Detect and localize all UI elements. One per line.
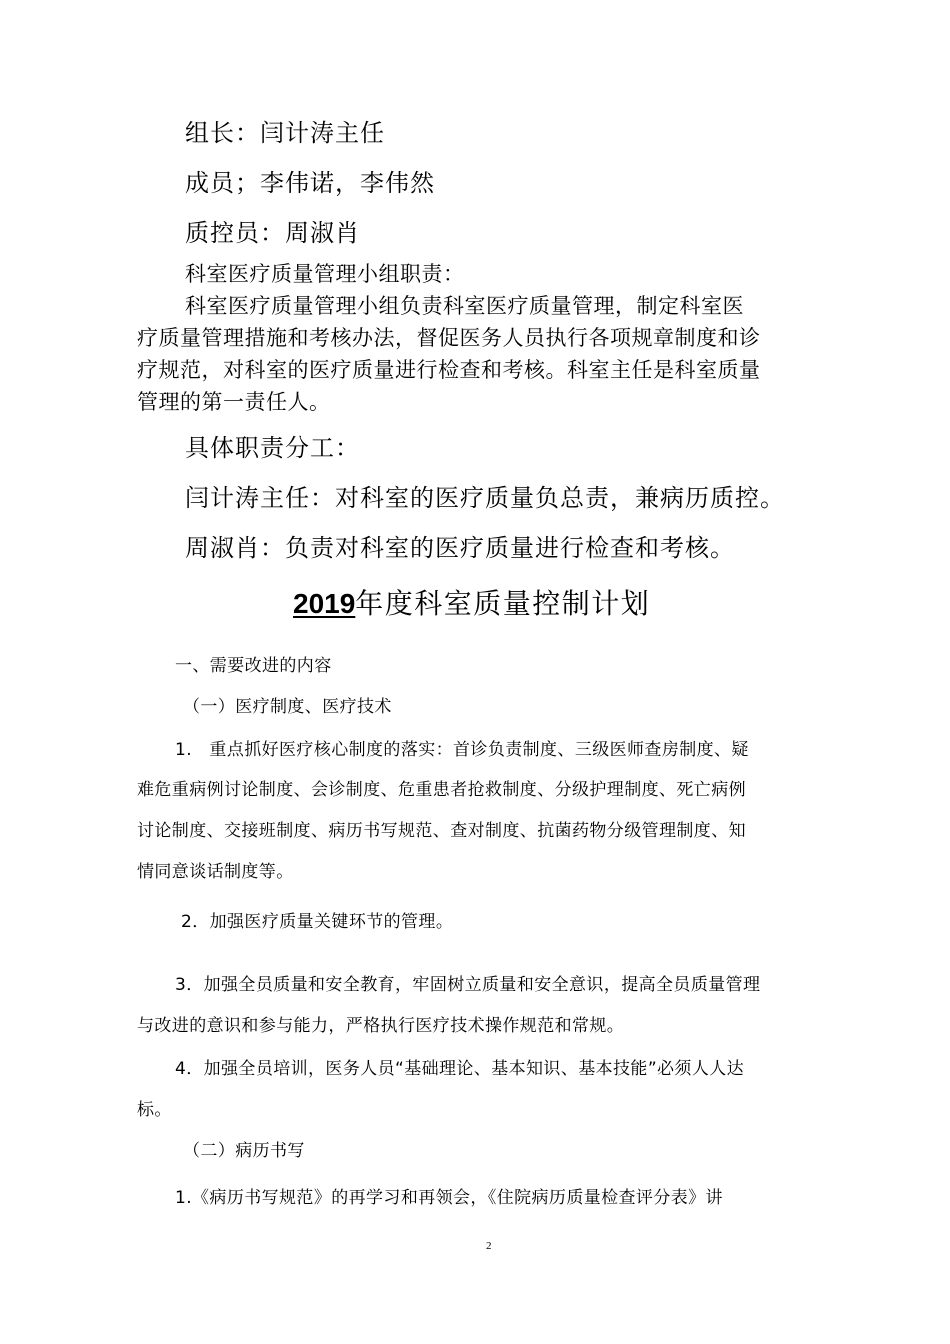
plan-item-line: 3．加强全员质量和安全教育，牢固树立质量和安全意识，提高全员质量管理: [175, 975, 761, 995]
plan-heading: 一、需要改进的内容: [175, 656, 332, 676]
division-item: 闫计涛主任：对科室的医疗质量负总责，兼病历质控。: [185, 484, 785, 512]
division-item: 周淑肖：负责对科室的医疗质量进行检查和考核。: [185, 534, 735, 562]
duties-line: 管理的第一责任人。: [137, 390, 331, 414]
plan-item-line: 情同意谈话制度等。: [137, 862, 294, 882]
page-number: 2: [486, 1240, 492, 1252]
team-leader: 组长：闫计涛主任: [185, 119, 385, 147]
plan-subheading: （二）病历书写: [183, 1141, 305, 1161]
duties-heading: 科室医疗质量管理小组职责：: [185, 262, 465, 286]
division-heading: 具体职责分工：: [185, 434, 360, 462]
duties-line: 疗质量管理措施和考核办法，督促医务人员执行各项规章制度和诊: [137, 326, 761, 350]
qc-officer: 质控员：周淑肖: [185, 219, 360, 247]
plan-item-line: 难危重病例讨论制度、会诊制度、危重患者抢救制度、分级护理制度、死亡病例: [137, 780, 746, 800]
plan-title-text: 年度科室质量控制计划: [355, 587, 651, 620]
plan-title: [293, 582, 650, 622]
plan-item-line: 标。: [137, 1100, 172, 1120]
plan-item-line: 讨论制度、交接班制度、病历书写规范、查对制度、抗菌药物分级管理制度、知: [137, 821, 746, 841]
plan-item-line: 4．加强全员培训，医务人员“基础理论、基本知识、基本技能”必须人人达: [175, 1059, 745, 1079]
plan-subheading: （一）医疗制度、医疗技术: [183, 697, 392, 717]
plan-item-line: 1.《病历书写规范》的再学习和再领会，《住院病历质量检查评分表》讲: [175, 1188, 723, 1208]
plan-item-line: 与改进的意识和参与能力，严格执行医疗技术操作规范和常规。: [137, 1016, 625, 1036]
plan-item-line: 1. 重点抓好医疗核心制度的落实：首诊负责制度、三级医师查房制度、疑: [175, 740, 749, 760]
duties-line: 科室医疗质量管理小组负责科室医疗质量管理，制定科室医: [185, 294, 744, 318]
duties-line: 疗规范，对科室的医疗质量进行检查和考核。科室主任是科室质量: [137, 358, 761, 382]
team-members: 成员；李伟诺，李伟然: [185, 169, 435, 197]
plan-title-year: 2019: [293, 588, 356, 619]
plan-item-line: 2．加强医疗质量关键环节的管理。: [181, 912, 454, 932]
